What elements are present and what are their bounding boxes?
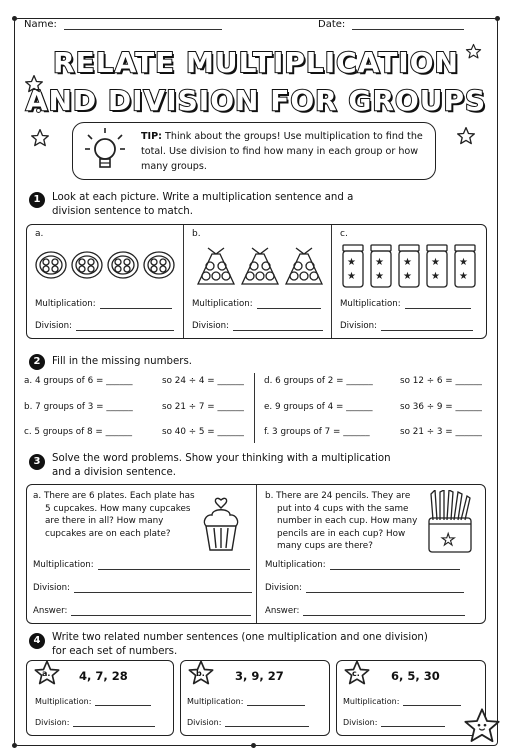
card-b-division-field[interactable]: Division:	[187, 718, 309, 727]
question-2d-division[interactable]: so 12 ÷ 6 = ______	[400, 376, 482, 386]
name-field[interactable]: Name:	[24, 19, 222, 30]
number-set-b: 3, 9, 27	[235, 669, 284, 683]
section-1-instruction: Look at each picture. Write a multiplication sentence and a division sentence to match.	[52, 192, 354, 217]
star-icon	[456, 126, 476, 146]
smiling-star-icon	[462, 706, 502, 746]
star-icon	[30, 128, 50, 148]
svg-text:★: ★	[431, 257, 440, 268]
problem-a-multiplication-field[interactable]: Multiplication:	[33, 560, 250, 570]
question-2e[interactable]: e. 9 groups of 4 = ______	[264, 402, 373, 412]
panel-b-letter: b.	[192, 229, 201, 239]
problem-b-answer-field[interactable]: Answer:	[265, 606, 465, 616]
star-icon	[465, 43, 482, 60]
question-2c[interactable]: c. 5 groups of 8 = ______	[24, 427, 132, 437]
section-3-instruction-line1: Solve the word problems. Show your thinking with a multiplication	[52, 453, 391, 464]
problem-b-division-field[interactable]: Division:	[265, 583, 464, 593]
problem-a-answer-field[interactable]: Answer:	[33, 606, 251, 616]
lightbulb-icon	[85, 127, 125, 177]
worksheet-title-line1: RELATE MULTIPLICATION	[53, 46, 459, 79]
question-2b-division[interactable]: so 21 ÷ 7 = ______	[162, 402, 244, 412]
number-set-a: 4, 7, 28	[79, 669, 128, 683]
tip-box	[72, 122, 436, 180]
svg-text:★: ★	[347, 257, 356, 268]
svg-text:★: ★	[431, 271, 440, 282]
question-2f-division[interactable]: so 21 ÷ 3 = ______	[400, 427, 482, 437]
section-4-instruction-line1: Write two related number sentences (one multiplication and one division)	[52, 632, 428, 643]
panel-c-division-field[interactable]: Division:	[340, 321, 473, 331]
section-4-instruction-line2: for each set of numbers.	[52, 646, 178, 657]
date-field[interactable]: Date:	[318, 19, 464, 30]
question-2e-division[interactable]: so 36 ÷ 9 = ______	[400, 402, 482, 412]
panel-a-multiplication-field[interactable]: Multiplication:	[35, 299, 172, 309]
cupcake-icon	[200, 496, 242, 554]
section-3-number: 3	[29, 454, 45, 470]
plates-of-cookies-icon	[34, 249, 178, 281]
question-2b[interactable]: b. 7 groups of 3 = ______	[24, 402, 133, 412]
section-4-number: 4	[29, 633, 45, 649]
svg-text:★: ★	[403, 271, 412, 282]
card-c-multiplication-field[interactable]: Multiplication:	[343, 697, 461, 706]
number-set-c: 6, 5, 30	[391, 669, 440, 683]
card-c-division-field[interactable]: Division:	[343, 718, 445, 727]
pencil-cup-icon	[425, 490, 475, 554]
question-2f[interactable]: f. 3 groups of 7 = ______	[264, 427, 370, 437]
problem-a-text: a. There are 6 plates. Each plate has 5 cupcakes. How many cupcakes are there in all? How many cupcakes are on each plate?	[33, 491, 195, 539]
question-2a-division[interactable]: so 24 ÷ 4 = ______	[162, 376, 244, 386]
problem-b-multiplication-field[interactable]: Multiplication:	[265, 560, 460, 570]
section-3-instruction-line2: and a division sentence.	[52, 467, 176, 478]
question-2a[interactable]: a. 4 groups of 6 = ______	[24, 376, 133, 386]
tip-text: TIP: Think about the groups! Use multiplication to find the total. Use division to find how many in each group or how many groups.	[141, 131, 423, 172]
number-card-c: c. 6, 5, 30 Multiplication: Division:	[336, 660, 486, 736]
problem-b-text: b. There are 24 pencils. They are put into 4 cups with the same number in each cup. How many pencils are in each cup? How many cups are there?	[265, 491, 418, 551]
card-b-multiplication-field[interactable]: Multiplication:	[187, 697, 305, 706]
svg-text:★: ★	[459, 271, 468, 282]
question-2d[interactable]: d. 6 groups of 2 = ______	[264, 376, 373, 386]
corner-dot	[12, 743, 17, 748]
star-icon	[24, 74, 44, 94]
bags-of-apples-icon	[194, 240, 326, 288]
corner-dot	[12, 16, 17, 21]
svg-text:★: ★	[459, 257, 468, 268]
number-card-a: a. 4, 7, 28 Multiplication: Division:	[26, 660, 174, 736]
jars-of-stars-icon	[341, 243, 481, 289]
svg-text:★: ★	[441, 530, 456, 549]
sparkle-icon	[36, 108, 41, 113]
panel-c-letter: c.	[340, 229, 348, 239]
card-a-multiplication-field[interactable]: Multiplication:	[35, 697, 151, 706]
card-a-division-field[interactable]: Division:	[35, 718, 155, 727]
svg-text:★: ★	[375, 257, 384, 268]
number-card-b: b. 3, 9, 27 Multiplication: Division:	[180, 660, 330, 736]
panel-a-letter: a.	[35, 229, 44, 239]
section-1-number: 1	[29, 192, 45, 208]
problem-a-division-field[interactable]: Division:	[33, 583, 252, 593]
svg-text:★: ★	[403, 257, 412, 268]
panel-c-multiplication-field[interactable]: Multiplication:	[340, 299, 471, 309]
section-2-instruction: Fill in the missing numbers.	[52, 356, 192, 367]
corner-dot	[251, 743, 256, 748]
corner-dot	[495, 16, 500, 21]
worksheet-title-line2: AND DIVISION FOR GROUPS	[25, 84, 487, 117]
svg-text:★: ★	[375, 271, 384, 282]
panel-b-multiplication-field[interactable]: Multiplication:	[192, 299, 321, 309]
panel-a-division-field[interactable]: Division:	[35, 321, 174, 331]
question-2c-division[interactable]: so 40 ÷ 5 = ______	[162, 427, 244, 437]
section-2-number: 2	[29, 354, 45, 370]
svg-text:★: ★	[347, 271, 356, 282]
panel-b-division-field[interactable]: Division:	[192, 321, 323, 331]
